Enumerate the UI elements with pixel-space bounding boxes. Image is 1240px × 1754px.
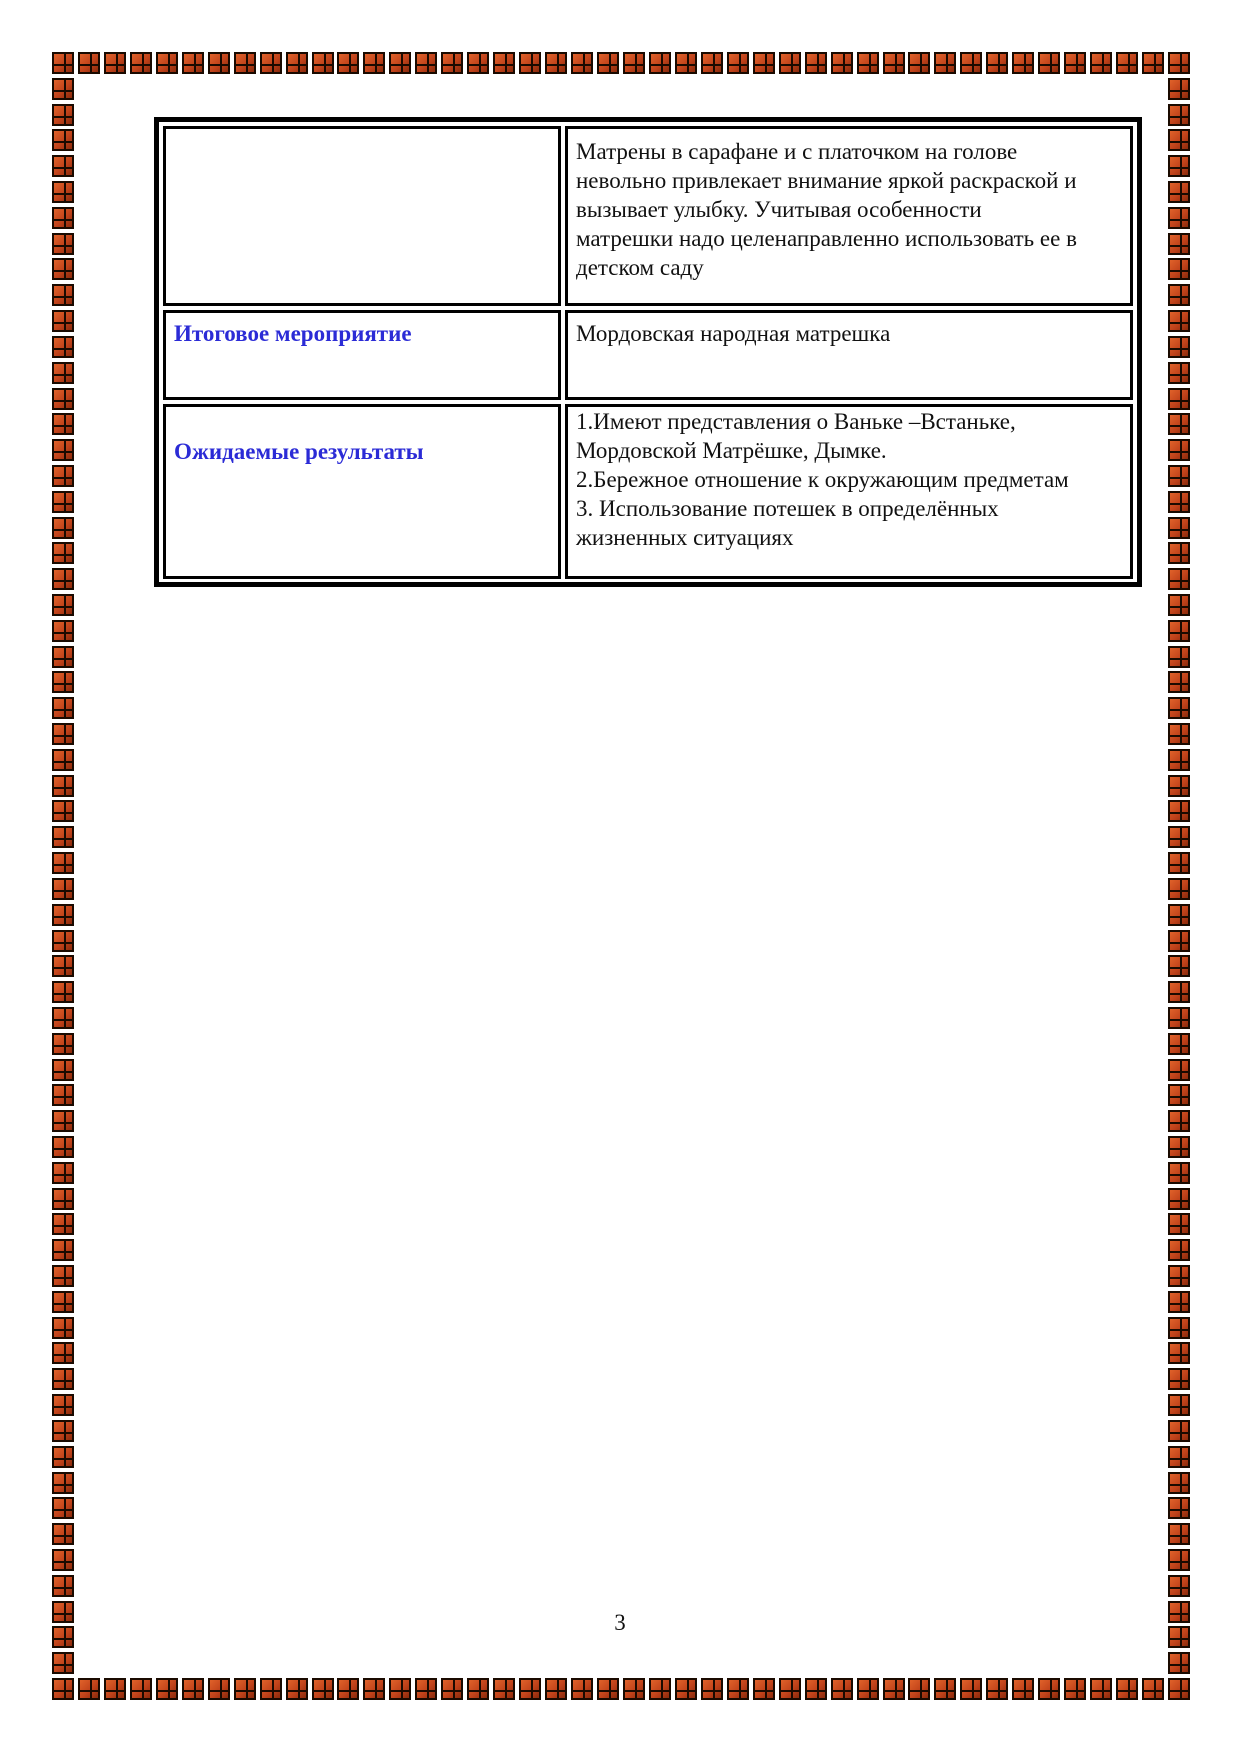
gift-box-icon xyxy=(52,1472,74,1494)
gift-box-icon xyxy=(986,52,1008,74)
gift-box-icon xyxy=(52,671,74,693)
gift-box-icon xyxy=(467,1678,489,1700)
content-line: Мордовская народная матрешка xyxy=(576,321,891,346)
gift-box-icon xyxy=(571,52,593,74)
gift-box-icon xyxy=(1116,1678,1138,1700)
gift-box-icon xyxy=(857,52,879,74)
content-line: матрешки надо целенаправленно использовать ее в xyxy=(576,226,1077,251)
gift-box-icon xyxy=(934,1678,956,1700)
gift-box-icon xyxy=(52,955,74,977)
gift-box-icon xyxy=(52,568,74,590)
gift-box-icon xyxy=(1168,749,1190,771)
gift-box-icon xyxy=(52,52,74,74)
gift-box-icon xyxy=(389,1678,411,1700)
table-cell-content xyxy=(565,310,1133,400)
gift-box-icon xyxy=(52,284,74,306)
gift-box-icon xyxy=(1168,697,1190,719)
table-cell-content xyxy=(565,126,1133,306)
gift-box-icon xyxy=(1168,207,1190,229)
gift-box-icon xyxy=(1168,155,1190,177)
gift-box-icon xyxy=(831,52,853,74)
gift-box-icon xyxy=(1168,620,1190,642)
gift-box-icon xyxy=(1168,646,1190,668)
gift-box-icon xyxy=(908,52,930,74)
gift-box-icon xyxy=(623,52,645,74)
gift-box-icon xyxy=(52,181,74,203)
gift-box-icon xyxy=(1168,568,1190,590)
gift-box-icon xyxy=(234,52,256,74)
row-label: Итоговое мероприятие xyxy=(174,321,412,346)
gift-box-icon xyxy=(571,1678,593,1700)
gift-box-icon xyxy=(156,52,178,74)
gift-box-icon xyxy=(208,1678,230,1700)
gift-box-icon xyxy=(779,52,801,74)
content-line: 1.Имеют представления о Ваньке –Встаньке, xyxy=(576,409,1016,434)
gift-box-icon xyxy=(753,1678,775,1700)
content-line: Мордовской Матрёшке, Дымке. xyxy=(576,438,887,463)
gift-box-icon xyxy=(52,1368,74,1390)
gift-box-icon xyxy=(1168,542,1190,564)
gift-box-icon xyxy=(1168,1007,1190,1029)
gift-box-icon xyxy=(753,52,775,74)
gift-box-icon xyxy=(52,362,74,384)
gift-box-icon xyxy=(389,52,411,74)
gift-box-icon xyxy=(1168,904,1190,926)
table-row xyxy=(163,310,1133,400)
gift-box-icon xyxy=(1168,336,1190,358)
gift-box-icon xyxy=(1116,52,1138,74)
gift-box-icon xyxy=(52,78,74,100)
gift-box-icon xyxy=(52,413,74,435)
gift-box-icon xyxy=(104,1678,126,1700)
gift-box-icon xyxy=(1168,181,1190,203)
gift-box-icon xyxy=(597,1678,619,1700)
gift-box-icon xyxy=(519,52,541,74)
gift-box-icon xyxy=(1168,1497,1190,1519)
gift-box-icon xyxy=(493,1678,515,1700)
gift-box-icon xyxy=(52,930,74,952)
gift-box-icon xyxy=(727,52,749,74)
gift-box-icon xyxy=(52,800,74,822)
gift-box-icon xyxy=(1168,671,1190,693)
gift-box-icon xyxy=(701,52,723,74)
gift-box-icon xyxy=(1168,1446,1190,1468)
gift-box-icon xyxy=(1168,258,1190,280)
table-cell-label xyxy=(163,310,561,400)
gift-box-icon xyxy=(960,52,982,74)
gift-box-icon xyxy=(260,52,282,74)
gift-box-icon xyxy=(52,723,74,745)
gift-box-icon xyxy=(1168,310,1190,332)
gift-box-icon xyxy=(1168,1136,1190,1158)
gift-box-icon xyxy=(441,1678,463,1700)
gift-box-icon xyxy=(1168,800,1190,822)
gift-box-icon xyxy=(52,697,74,719)
gift-box-icon xyxy=(805,1678,827,1700)
gift-box-icon xyxy=(52,155,74,177)
gift-box-icon xyxy=(415,52,437,74)
gift-box-icon xyxy=(52,1446,74,1468)
gift-box-icon xyxy=(1168,1291,1190,1313)
gift-box-icon xyxy=(78,52,100,74)
gift-box-icon xyxy=(104,52,126,74)
content-line: 2.Бережное отношение к окружающим предметам xyxy=(576,467,1069,492)
gift-box-icon xyxy=(1168,104,1190,126)
gift-box-icon xyxy=(52,852,74,874)
gift-box-icon xyxy=(1168,1059,1190,1081)
gift-box-icon xyxy=(130,1678,152,1700)
table-cell-label xyxy=(163,404,561,579)
gift-box-icon xyxy=(337,52,359,74)
gift-box-icon xyxy=(52,1317,74,1339)
gift-box-icon xyxy=(1168,1188,1190,1210)
gift-box-icon xyxy=(1168,413,1190,435)
gift-box-icon xyxy=(52,1265,74,1287)
gift-box-icon xyxy=(1168,129,1190,151)
gift-box-icon xyxy=(52,904,74,926)
gift-box-icon xyxy=(52,1575,74,1597)
gift-box-icon xyxy=(182,52,204,74)
gift-box-icon xyxy=(1168,465,1190,487)
gift-box-icon xyxy=(1038,52,1060,74)
gift-box-icon xyxy=(52,1420,74,1442)
gift-box-icon xyxy=(857,1678,879,1700)
gift-box-icon xyxy=(52,1342,74,1364)
gift-box-icon xyxy=(52,491,74,513)
gift-box-icon xyxy=(52,646,74,668)
gift-box-icon xyxy=(1168,955,1190,977)
gift-box-icon xyxy=(1168,52,1190,74)
gift-box-icon xyxy=(1168,1575,1190,1597)
gift-box-icon xyxy=(1168,1239,1190,1261)
gift-box-icon xyxy=(52,233,74,255)
gift-box-icon xyxy=(415,1678,437,1700)
gift-box-icon xyxy=(1168,1523,1190,1545)
gift-box-icon xyxy=(623,1678,645,1700)
gift-box-icon xyxy=(234,1678,256,1700)
gift-box-icon xyxy=(52,1136,74,1158)
gift-box-icon xyxy=(1168,1084,1190,1106)
content-line: Матрены в сарафане и с платочком на голове xyxy=(576,139,1018,164)
gift-box-icon xyxy=(597,52,619,74)
gift-box-icon xyxy=(260,1678,282,1700)
gift-box-icon xyxy=(831,1678,853,1700)
gift-box-icon xyxy=(1168,723,1190,745)
gift-box-icon xyxy=(883,1678,905,1700)
gift-box-icon xyxy=(52,826,74,848)
gift-box-icon xyxy=(1168,78,1190,100)
gift-box-icon xyxy=(1168,1317,1190,1339)
gift-box-icon xyxy=(1168,1110,1190,1132)
content-line: 3. Использование потешек в определённых xyxy=(576,496,999,521)
row-content xyxy=(576,319,1122,348)
content-line: детском саду xyxy=(576,255,704,280)
gift-box-icon xyxy=(1168,981,1190,1003)
gift-box-icon xyxy=(1064,1678,1086,1700)
gift-box-icon xyxy=(1168,1549,1190,1571)
gift-box-icon xyxy=(1168,1678,1190,1700)
gift-box-icon xyxy=(649,52,671,74)
gift-box-icon xyxy=(1168,930,1190,952)
gift-box-icon xyxy=(156,1678,178,1700)
gift-box-icon xyxy=(1168,878,1190,900)
gift-box-icon xyxy=(52,388,74,410)
gift-box-icon xyxy=(1168,1162,1190,1184)
table-cell-content xyxy=(565,404,1133,579)
gift-box-icon xyxy=(52,1239,74,1261)
gift-box-icon xyxy=(1168,491,1190,513)
gift-box-icon xyxy=(1168,362,1190,384)
gift-box-icon xyxy=(493,52,515,74)
gift-box-icon xyxy=(52,775,74,797)
gift-box-icon xyxy=(1168,594,1190,616)
gift-box-icon xyxy=(675,1678,697,1700)
gift-box-icon xyxy=(52,439,74,461)
gift-box-icon xyxy=(1168,233,1190,255)
gift-box-icon xyxy=(934,52,956,74)
gift-box-icon xyxy=(1168,1368,1190,1390)
gift-box-icon xyxy=(1168,1033,1190,1055)
gift-box-icon xyxy=(208,52,230,74)
gift-box-icon xyxy=(986,1678,1008,1700)
info-table xyxy=(154,117,1142,587)
gift-box-icon xyxy=(52,129,74,151)
gift-box-icon xyxy=(52,207,74,229)
gift-box-icon xyxy=(1168,517,1190,539)
gift-box-icon xyxy=(908,1678,930,1700)
gift-box-icon xyxy=(52,465,74,487)
gift-box-icon xyxy=(52,1678,74,1700)
gift-box-icon xyxy=(467,52,489,74)
gift-box-icon xyxy=(52,1652,74,1674)
content-line: вызывает улыбку. Учитывая особенности xyxy=(576,197,982,222)
gift-box-icon xyxy=(1168,826,1190,848)
gift-box-icon xyxy=(441,52,463,74)
gift-box-icon xyxy=(52,749,74,771)
gift-box-icon xyxy=(52,878,74,900)
gift-box-icon xyxy=(52,258,74,280)
row-content xyxy=(576,137,1122,282)
gift-box-icon xyxy=(52,1188,74,1210)
gift-box-icon xyxy=(52,1497,74,1519)
gift-box-icon xyxy=(1168,775,1190,797)
table-cell-label xyxy=(163,126,561,306)
gift-box-icon xyxy=(1142,52,1164,74)
gift-box-icon xyxy=(52,1084,74,1106)
gift-box-icon xyxy=(779,1678,801,1700)
content-line: жизненных ситуациях xyxy=(576,525,794,550)
gift-box-icon xyxy=(52,1162,74,1184)
gift-box-icon xyxy=(1090,1678,1112,1700)
gift-box-icon xyxy=(52,1549,74,1571)
gift-box-icon xyxy=(519,1678,541,1700)
gift-box-icon xyxy=(1168,1472,1190,1494)
gift-box-icon xyxy=(1168,1652,1190,1674)
gift-box-icon xyxy=(286,52,308,74)
gift-box-icon xyxy=(1168,388,1190,410)
gift-box-icon xyxy=(52,1291,74,1313)
gift-box-icon xyxy=(182,1678,204,1700)
gift-box-icon xyxy=(1142,1678,1164,1700)
table-row xyxy=(163,404,1133,579)
gift-box-icon xyxy=(312,52,334,74)
gift-box-icon xyxy=(130,52,152,74)
gift-box-icon xyxy=(52,1059,74,1081)
gift-box-icon xyxy=(52,104,74,126)
gift-box-icon xyxy=(52,517,74,539)
gift-box-icon xyxy=(312,1678,334,1700)
gift-box-icon xyxy=(1090,52,1112,74)
gift-box-icon xyxy=(52,981,74,1003)
gift-box-icon xyxy=(52,310,74,332)
gift-box-icon xyxy=(363,52,385,74)
gift-box-icon xyxy=(52,1110,74,1132)
gift-box-icon xyxy=(52,1394,74,1416)
table-row xyxy=(163,126,1133,306)
gift-box-icon xyxy=(52,594,74,616)
gift-box-icon xyxy=(1168,1265,1190,1287)
gift-box-icon xyxy=(52,620,74,642)
gift-box-icon xyxy=(52,542,74,564)
gift-box-icon xyxy=(52,336,74,358)
gift-box-icon xyxy=(1168,439,1190,461)
gift-box-icon xyxy=(52,1033,74,1055)
gift-box-icon xyxy=(701,1678,723,1700)
gift-box-icon xyxy=(649,1678,671,1700)
gift-box-icon xyxy=(1168,1213,1190,1235)
gift-box-icon xyxy=(675,52,697,74)
row-content xyxy=(576,407,1122,552)
gift-box-icon xyxy=(727,1678,749,1700)
gift-box-icon xyxy=(363,1678,385,1700)
gift-box-icon xyxy=(1038,1678,1060,1700)
gift-box-icon xyxy=(78,1678,100,1700)
gift-box-icon xyxy=(805,52,827,74)
gift-box-icon xyxy=(545,52,567,74)
gift-box-icon xyxy=(52,1523,74,1545)
gift-box-icon xyxy=(960,1678,982,1700)
gift-box-icon xyxy=(52,1213,74,1235)
gift-box-icon xyxy=(1012,1678,1034,1700)
gift-box-icon xyxy=(1168,1394,1190,1416)
gift-box-icon xyxy=(883,52,905,74)
gift-box-icon xyxy=(337,1678,359,1700)
gift-box-icon xyxy=(1064,52,1086,74)
gift-box-icon xyxy=(286,1678,308,1700)
gift-box-icon xyxy=(1168,284,1190,306)
gift-box-icon xyxy=(1168,852,1190,874)
gift-box-icon xyxy=(52,1007,74,1029)
content-line: невольно привлекает внимание яркой раскраской и xyxy=(576,168,1077,193)
gift-box-icon xyxy=(1168,1342,1190,1364)
gift-box-icon xyxy=(1168,1420,1190,1442)
row-label: Ожидаемые результаты xyxy=(174,439,424,464)
gift-box-icon xyxy=(545,1678,567,1700)
gift-box-icon xyxy=(1012,52,1034,74)
page-number: 3 xyxy=(614,1610,626,1635)
